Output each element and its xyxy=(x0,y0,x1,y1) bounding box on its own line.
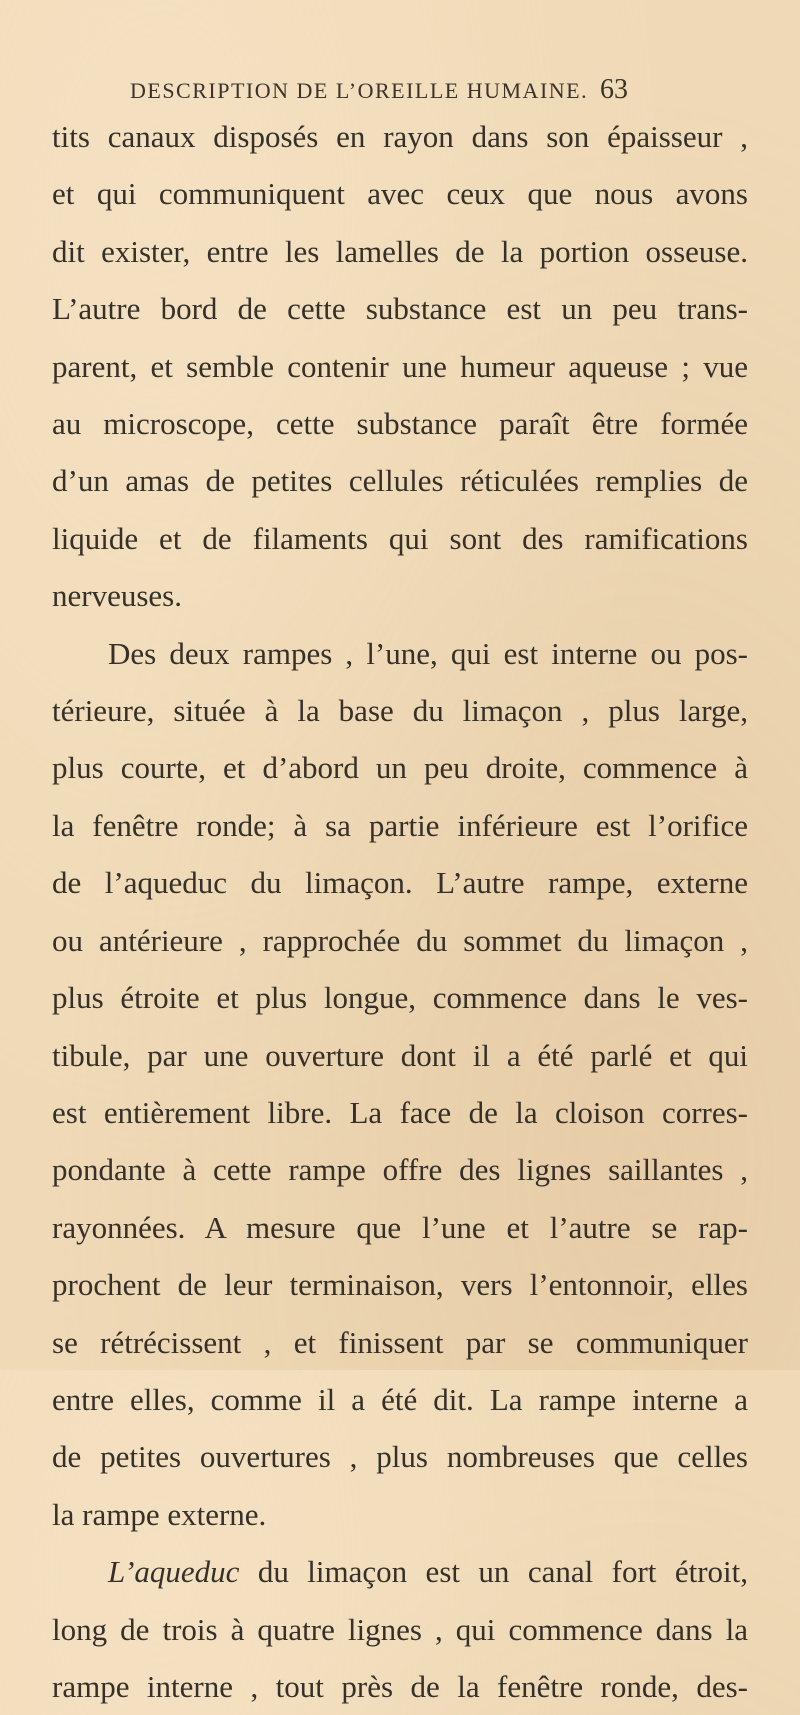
text-line: ou antérieure , rapprochée du sommet du limaçon , xyxy=(52,922,748,958)
paragraph-start-line: Des deux rampes , l’une, qui est interne ou pos- xyxy=(108,635,748,671)
text-line: L’autre bord de cette substance est un peu trans- xyxy=(52,291,748,327)
text-line: prochent de leur terminaison, vers l’entonnoir, elles xyxy=(52,1267,748,1303)
text-line: dit exister, entre les lamelles de la portion osseuse. xyxy=(52,233,748,269)
paragraph-start-line xyxy=(52,1543,748,1600)
text-line: de petites ouvertures , plus nombreuses que celles xyxy=(52,1439,748,1475)
page-number: 63 xyxy=(600,74,628,105)
italic-term: L’aqueduc xyxy=(108,1554,240,1590)
text-fragment: du limaçon est un canal fort étroit, xyxy=(239,1554,748,1590)
text-line: nerveuses. xyxy=(52,578,182,614)
text-line: d’un amas de petites cellules réticulées remplies de xyxy=(52,463,748,499)
text-line: au microscope, cette substance paraît être formée xyxy=(52,406,748,442)
text-line: plus courte, et d’abord un peu droite, commence à xyxy=(52,750,748,786)
text-line: rampe interne , tout près de la fenêtre ronde, des- xyxy=(52,1668,748,1704)
text-line: de l’aqueduc du limaçon. L’autre rampe, externe xyxy=(52,865,748,901)
text-line: liquide et de filaments qui sont des ramifications xyxy=(52,520,748,556)
text-line: long de trois à quatre lignes , qui commence dans la xyxy=(52,1611,748,1647)
text-line: la rampe externe. xyxy=(52,1496,267,1532)
body-text xyxy=(52,108,748,1715)
running-header: DESCRIPTION DE L’OREILLE HUMAINE. xyxy=(130,78,589,103)
text-line: la fenêtre ronde; à sa partie inférieure est l’orifice xyxy=(52,807,748,843)
text-line: térieure, située à la base du limaçon , plus large, xyxy=(52,693,748,729)
text-line: tibule, par une ouverture dont il a été parlé et qui xyxy=(52,1037,748,1073)
text-line: parent, et semble contenir une humeur aqueuse ; vue xyxy=(52,348,748,384)
text-line: pondante à cette rampe offre des lignes saillantes , xyxy=(52,1152,748,1188)
text-line: se rétrécissent , et finissent par se communiquer xyxy=(52,1324,748,1360)
text-line: tits canaux disposés en rayon dans son épaisseur , xyxy=(52,119,748,154)
text-line: est entièrement libre. La face de la cloison corres- xyxy=(52,1094,748,1130)
text-line: entre elles, comme il a été dit. La rampe interne a xyxy=(52,1381,748,1417)
text-line: rayonnées. A mesure que l’une et l’autre se rap- xyxy=(52,1209,748,1245)
text-line: et qui communiquent avec ceux que nous avons xyxy=(52,176,748,212)
text-line: plus étroite et plus longue, commence dans le ves- xyxy=(52,980,748,1016)
